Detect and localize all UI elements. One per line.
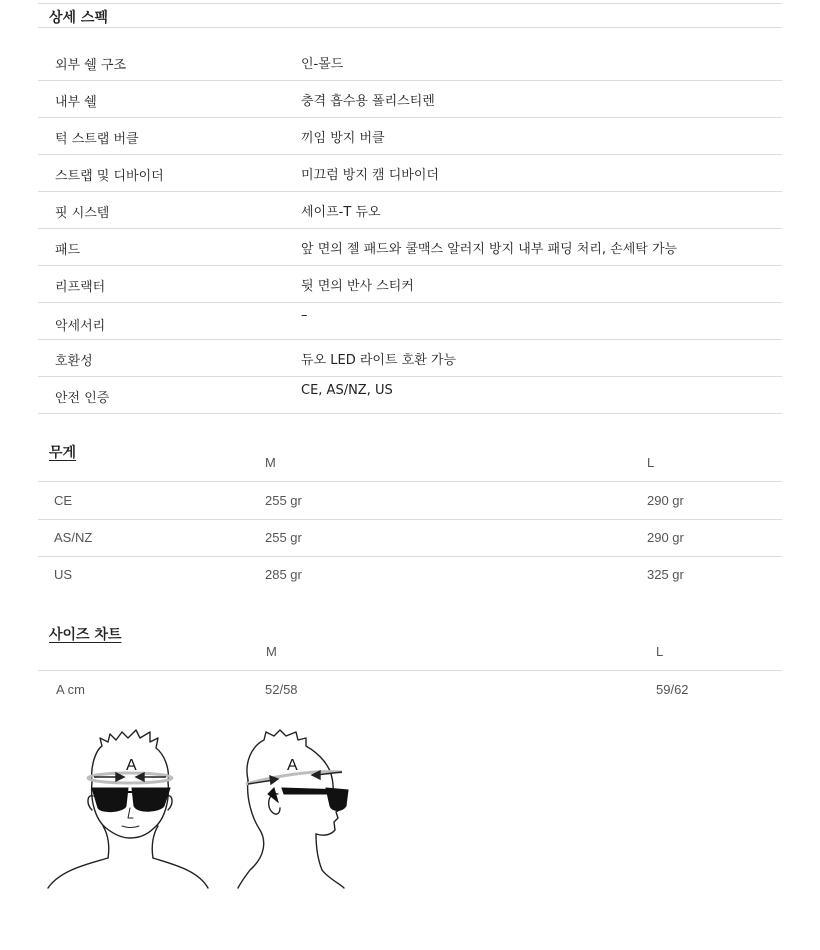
weight-m-value: 255 gr bbox=[265, 530, 302, 545]
spec-value: 미끄럼 방지 캠 디바이더 bbox=[301, 168, 439, 183]
front-sunglasses bbox=[92, 788, 170, 812]
spec-label: 리프랙터 bbox=[55, 280, 106, 295]
front-measure-band bbox=[88, 773, 172, 783]
size-l-value: 59/62 bbox=[656, 682, 689, 697]
front-measure-label: A bbox=[126, 757, 137, 774]
spec-label: 핏 시스템 bbox=[55, 206, 110, 221]
size-col-m-header: M bbox=[266, 644, 277, 659]
weight-l-value: 290 gr bbox=[647, 530, 684, 545]
size-section-title: 사이즈 차트 bbox=[49, 627, 122, 643]
spec-row bbox=[38, 191, 782, 229]
spec-value: 충격 흡수용 폴리스티렌 bbox=[301, 94, 435, 109]
weight-m-value: 255 gr bbox=[265, 493, 302, 508]
spec-row bbox=[38, 43, 782, 81]
spec-row bbox=[38, 228, 782, 266]
spec-value: 뒷 면의 반사 스티커 bbox=[301, 279, 414, 294]
top-divider bbox=[38, 3, 782, 4]
table-row bbox=[38, 519, 782, 557]
spec-value: CE, AS/NZ, US bbox=[301, 383, 393, 398]
spec-value: 끼임 방지 버클 bbox=[301, 131, 385, 146]
spec-label: 스트랩 및 디바이더 bbox=[55, 169, 164, 184]
spec-label: 패드 bbox=[55, 243, 81, 258]
spec-title-divider bbox=[38, 27, 782, 28]
spec-value: – bbox=[301, 308, 308, 323]
spec-row bbox=[38, 154, 782, 192]
spec-label: 안전 인증 bbox=[55, 391, 110, 406]
side-sunglasses bbox=[268, 788, 348, 811]
spec-row bbox=[38, 339, 782, 377]
size-col-l-header: L bbox=[656, 644, 664, 659]
spec-row bbox=[38, 117, 782, 155]
weight-section-title: 무게 bbox=[49, 445, 77, 461]
spec-value: 앞 면의 젤 패드와 쿨맥스 알러지 방지 내부 패딩 처리, 손세탁 가능 bbox=[301, 242, 678, 257]
weight-label: US bbox=[54, 567, 73, 582]
head-measurement-illustration bbox=[40, 722, 370, 901]
weight-label: AS/NZ bbox=[54, 530, 93, 545]
table-row bbox=[38, 482, 782, 520]
spec-value: 듀오 LED 라이트 호환 가능 bbox=[301, 353, 457, 368]
spec-label: 악세서리 bbox=[55, 319, 106, 334]
weight-col-m-header: M bbox=[265, 455, 276, 470]
side-head-figure bbox=[238, 730, 344, 888]
spec-row bbox=[38, 80, 782, 118]
weight-m-value: 285 gr bbox=[265, 567, 302, 582]
spec-label: 턱 스트랩 버클 bbox=[55, 132, 139, 147]
spec-section-title: 상세 스펙 bbox=[49, 10, 108, 26]
weight-col-l-header: L bbox=[647, 455, 655, 470]
size-m-value: 52/58 bbox=[265, 682, 298, 697]
spec-label: 내부 쉘 bbox=[55, 95, 97, 110]
weight-l-value: 325 gr bbox=[647, 567, 684, 582]
side-measure-label: A bbox=[287, 757, 298, 774]
spec-row bbox=[38, 265, 782, 303]
spec-value: 인-몰드 bbox=[301, 57, 344, 72]
spec-label: 외부 쉘 구조 bbox=[55, 58, 127, 73]
spec-label: 호환성 bbox=[55, 354, 93, 369]
front-head-figure bbox=[48, 730, 208, 888]
table-row bbox=[38, 671, 782, 708]
weight-label: CE bbox=[54, 493, 73, 508]
spec-value: 세이프-T 듀오 bbox=[301, 205, 381, 220]
head-measurement-svg bbox=[40, 722, 370, 897]
spec-row bbox=[38, 302, 782, 340]
weight-l-value: 290 gr bbox=[647, 493, 684, 508]
size-label: A cm bbox=[56, 682, 85, 697]
spec-row bbox=[38, 376, 782, 414]
table-row bbox=[38, 556, 782, 593]
